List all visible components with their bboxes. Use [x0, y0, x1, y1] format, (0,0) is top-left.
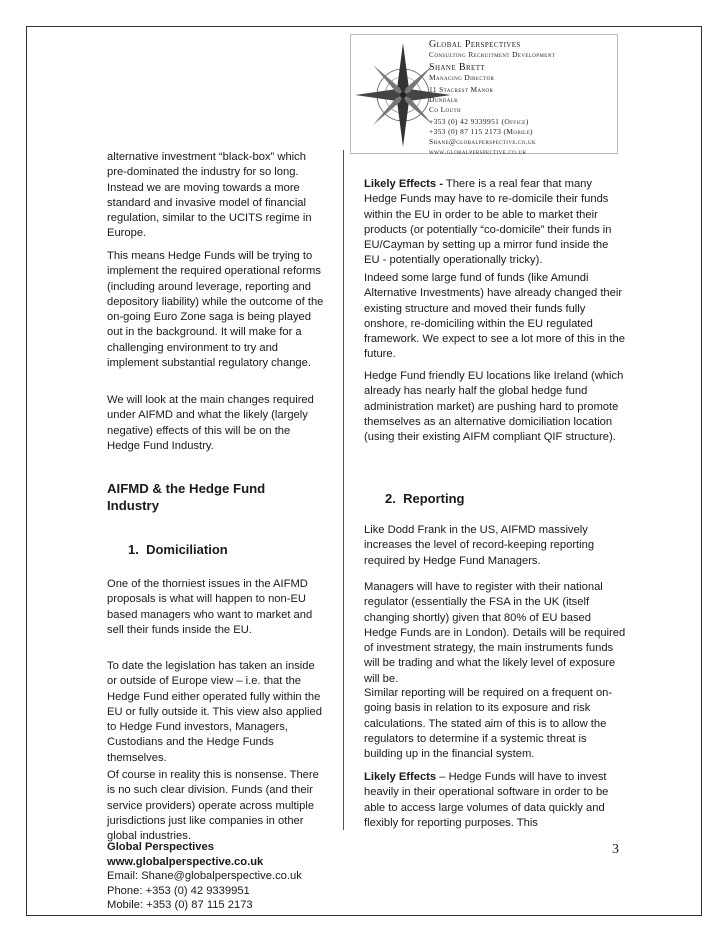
card-office-phone: +353 (0) 42 9339951 (Office): [429, 117, 529, 126]
left-paragraph: This means Hedge Funds will be trying to implement the required operational reforms (including around leverage, reporting and depository liability) while the outcome of the on-going Euro Zone saga is being played out in the background. It will make for a challenging environment to try and implement substantial regulatory change.: [107, 250, 324, 370]
left-paragraph: To date the legislation has taken an inside or outside of Europe view – i.e. that the Hedge Fund either operated fully within the EU or fully outside it. This view also applied to Hedge Fund investors, Managers, Custodians and the Hedge Funds themselves.: [107, 660, 322, 764]
card-address-line: 11 Stacrest Manor: [429, 85, 494, 94]
footer-phone: Phone: +353 (0) 42 9339951: [107, 884, 250, 897]
right-paragraph: Likely Effects – Hedge Funds will have to invest heavily in their operational software in order to be able to access large volumes of data quickly and flexibly for reporting purposes. This: [364, 771, 609, 829]
right-paragraph: Likely Effects - There is a real fear that many Hedge Funds may have to re-domicile their funds within the EU in order to be able to market their products (or potentially “co-domicile” their funds in EU/Cayman by setting up a mirror fund inside the EU - potentially operationally tricky).: [364, 178, 612, 267]
card-website: www.globalperspective.co.uk: [429, 147, 527, 156]
footer-website: www.globalperspective.co.uk: [107, 855, 264, 868]
left-paragraph: alternative investment “black-box” which pre-dominated the industry for so long. Instead we are moving towards a more standard and invasive model of financial regulation, similar to the UCITS regime in Europe.: [107, 151, 312, 240]
right-paragraph: Hedge Fund friendly EU locations like Ireland (which already has nearly half the global hedge fund administration market) are pushing hard to promote themselves as an alternative domiciliation location (using their existing AIFM compliant QIF structure).: [364, 370, 624, 444]
right-paragraph: Like Dodd Frank in the US, AIFMD massively increases the level of record-keeping reporting required by Hedge Fund Managers.: [364, 524, 595, 567]
column-divider: [343, 150, 344, 830]
right-paragraph: Indeed some large fund of funds (like Amundi Alternative Investments) have already changed their existing structure and moved their funds fully onshore, re-domiciling within the EU regulated framework. We expect to see a lot more of this in the future.: [364, 272, 625, 361]
left-paragraph: Of course in reality this is nonsense. There is no such clear division. Funds (and their service providers) operate across multiple jurisdictions just like companies in other global industries.: [107, 769, 319, 843]
section-heading: AIFMD & the Hedge Fund Industry: [107, 481, 266, 513]
card-address-line: Co Louth: [429, 105, 461, 114]
footer-company: Global Perspectives: [107, 841, 214, 853]
right-paragraph: Managers will have to register with their national regulator (essentially the FSA in the UK (itself changing shortly) given that 80% of EU based Hedge Funds are in London). Details will be required of investment strategy, the main instruments funds will be trading and what the likely level of exposure will be.: [364, 581, 626, 685]
card-address-line: Dundalk: [429, 95, 459, 104]
subsection-heading-reporting: 2. Reporting: [385, 491, 465, 506]
card-company: Global Perspectives: [429, 39, 521, 50]
page-number: 3: [612, 842, 619, 857]
card-mobile-phone: +353 (0) 87 115 2173 (Mobile): [429, 127, 533, 136]
card-role: Managing Director: [429, 73, 495, 82]
business-card: [350, 34, 618, 154]
card-tagline: Consulting Recruitment Development: [429, 50, 556, 59]
subsection-heading-domiciliation: 1. Domiciliation: [128, 542, 228, 557]
footer-contact: [107, 840, 302, 913]
card-email: Shane@globalperspective.co.uk: [429, 137, 537, 146]
left-paragraph: We will look at the main changes required under AIFMD and what the likely (largely negative) effects of this will be on the Hedge Fund Industry.: [107, 394, 314, 452]
card-name: Shane Brett: [429, 62, 486, 73]
left-paragraph: One of the thorniest issues in the AIFMD proposals is what will happen to non-EU based managers who want to market and sell their funds inside the EU.: [107, 578, 313, 636]
right-paragraph: Similar reporting will be required on a frequent on-going basis in relation to its exposure and risk calculations. The stated aim of this is to allow the regulators to determine if a systemic threat is building up in the financial system.: [364, 687, 613, 761]
footer-email: Email: Shane@globalperspective.co.uk: [107, 870, 302, 883]
footer-mobile: Mobile: +353 (0) 87 115 2173: [107, 899, 253, 912]
